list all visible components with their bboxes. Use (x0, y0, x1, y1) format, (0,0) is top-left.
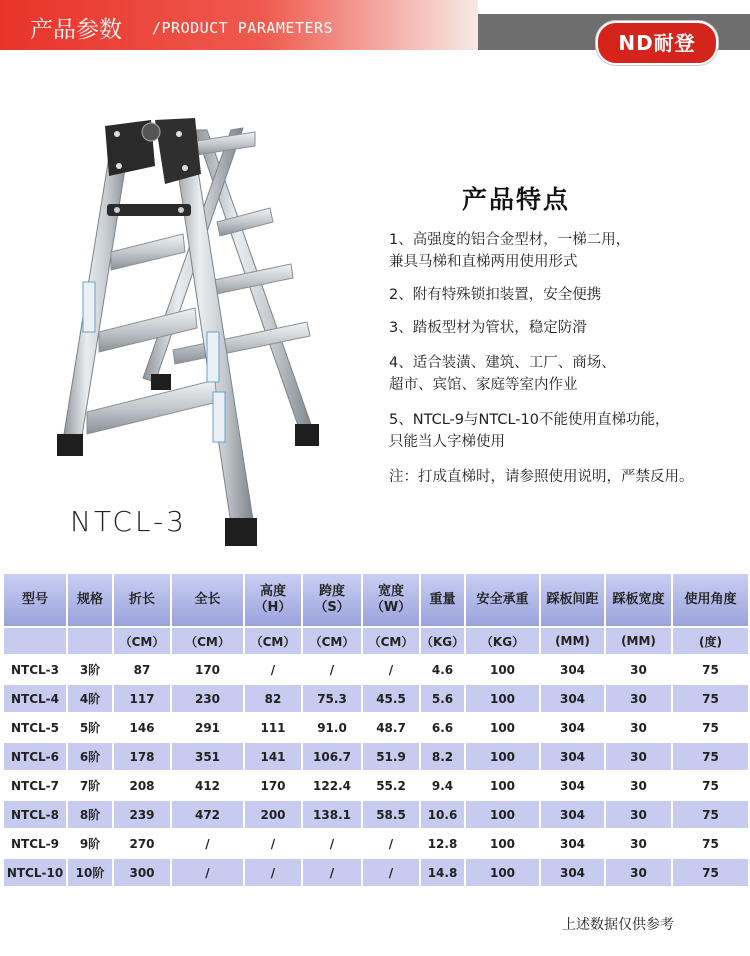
column-unit: (MM) (606, 628, 671, 654)
table-cell: 5.6 (421, 685, 464, 712)
table-cell: / (245, 656, 301, 683)
table-cell: 9.4 (421, 772, 464, 799)
table-cell: 87 (114, 656, 170, 683)
table-cell: 351 (172, 743, 243, 770)
table-cell: / (245, 830, 301, 857)
table-cell: / (303, 656, 361, 683)
table-cell: 472 (172, 801, 243, 828)
table-cell: 10阶 (68, 859, 112, 886)
table-cell: 100 (466, 714, 539, 741)
table-cell: / (303, 830, 361, 857)
table-cell: 4阶 (68, 685, 112, 712)
column-unit: （KG） (421, 628, 464, 654)
table-cell: / (172, 830, 243, 857)
table-cell: NTCL-9 (4, 830, 66, 857)
table-row (4, 714, 748, 741)
table-cell: 291 (172, 714, 243, 741)
column-unit: （CM） (363, 628, 419, 654)
table-cell: NTCL-6 (4, 743, 66, 770)
column-header: 踩板间距 (541, 574, 604, 626)
column-header: 宽度 （W） (363, 574, 419, 626)
table-cell: / (363, 859, 419, 886)
table-cell: 170 (245, 772, 301, 799)
feature-item-2 (389, 284, 601, 306)
table-cell: 30 (606, 743, 671, 770)
column-unit: （KG） (466, 628, 539, 654)
table-cell: 170 (172, 656, 243, 683)
table-cell: / (303, 859, 361, 886)
table-cell: 100 (466, 685, 539, 712)
table-cell: 200 (245, 801, 301, 828)
table-cell: 75 (673, 830, 748, 857)
table-cell: 75 (673, 656, 748, 683)
column-unit (4, 628, 66, 654)
table-cell: / (363, 830, 419, 857)
table-cell: 30 (606, 830, 671, 857)
table-cell: 100 (466, 801, 539, 828)
table-cell: 106.7 (303, 743, 361, 770)
table-cell: 304 (541, 859, 604, 886)
table-cell: 75.3 (303, 685, 361, 712)
column-header: 折长 (114, 574, 170, 626)
table-cell: / (245, 859, 301, 886)
column-unit: (MM) (541, 628, 604, 654)
table-cell: 304 (541, 801, 604, 828)
table-cell: 30 (606, 714, 671, 741)
table-row (4, 772, 748, 799)
table-cell: 111 (245, 714, 301, 741)
table-cell: NTCL-4 (4, 685, 66, 712)
table-cell: 82 (245, 685, 301, 712)
feature-line: 1、高强度的铝合金型材，一梯二用， (389, 232, 631, 248)
table-row (4, 859, 748, 886)
column-unit: (度) (673, 628, 748, 654)
table-cell: 30 (606, 772, 671, 799)
spec-table (2, 572, 750, 888)
table-cell: 304 (541, 714, 604, 741)
feature-line: 兼具马梯和直梯两用使用形式 (389, 254, 578, 270)
table-cell: 3阶 (68, 656, 112, 683)
column-unit: （CM） (245, 628, 301, 654)
table-cell: 117 (114, 685, 170, 712)
feature-note: 注：打成直梯时，请参照使用说明，严禁反用。 (389, 469, 694, 485)
table-cell: 6.6 (421, 714, 464, 741)
features-title: 产品特点 (462, 185, 571, 214)
feature-line: 5、NTCL-9与NTCL-10不能使用直梯功能， (389, 412, 670, 428)
header-title-zh: 产品参数 (30, 17, 122, 43)
table-row (4, 743, 748, 770)
table-cell: 304 (541, 772, 604, 799)
table-body (4, 656, 748, 886)
table-cell: 100 (466, 772, 539, 799)
table-cell: NTCL-3 (4, 656, 66, 683)
table-row (4, 801, 748, 828)
brand-logo: ND耐登 (596, 21, 718, 65)
feature-line: 只能当人字梯使用 (389, 434, 505, 450)
feature-item-4 (389, 352, 616, 396)
table-cell: 48.7 (363, 714, 419, 741)
table-cell: / (172, 859, 243, 886)
table-cell: 45.5 (363, 685, 419, 712)
table-cell: 8.2 (421, 743, 464, 770)
table-cell: 208 (114, 772, 170, 799)
table-row (4, 830, 748, 857)
table-cell: 270 (114, 830, 170, 857)
table-cell: 30 (606, 656, 671, 683)
table-cell: 75 (673, 714, 748, 741)
table-cell: 146 (114, 714, 170, 741)
table-cell: 6阶 (68, 743, 112, 770)
table-row (4, 685, 748, 712)
table-cell: 8阶 (68, 801, 112, 828)
table-cell: 141 (245, 743, 301, 770)
column-header: 跨度 （S） (303, 574, 361, 626)
table-cell: 58.5 (363, 801, 419, 828)
table-cell: 100 (466, 656, 539, 683)
column-header: 型号 (4, 574, 66, 626)
column-header: 安全承重 (466, 574, 539, 626)
table-cell: 304 (541, 830, 604, 857)
table-cell: 10.6 (421, 801, 464, 828)
table-cell: 100 (466, 830, 539, 857)
table-cell: 304 (541, 685, 604, 712)
footnote: 上述数据仅供参考 (562, 917, 674, 933)
feature-item-5 (389, 409, 669, 453)
table-cell: 75 (673, 772, 748, 799)
table-cell: 412 (172, 772, 243, 799)
feature-line: 4、适合装潢、建筑、工厂、商场、 (389, 355, 616, 371)
table-header-row (4, 574, 748, 626)
table-row (4, 656, 748, 683)
table-cell: 14.8 (421, 859, 464, 886)
column-header: 重量 (421, 574, 464, 626)
table-cell: 7阶 (68, 772, 112, 799)
table-cell: 75 (673, 685, 748, 712)
feature-line: 超市、宾馆、家庭等室内作业 (389, 377, 578, 393)
table-cell: 75 (673, 743, 748, 770)
column-header: 高度 （H） (245, 574, 301, 626)
table-cell: NTCL-8 (4, 801, 66, 828)
column-unit (68, 628, 112, 654)
table-cell: 178 (114, 743, 170, 770)
header-banner (0, 0, 478, 50)
table-cell: / (363, 656, 419, 683)
table-cell: 91.0 (303, 714, 361, 741)
feature-item-1 (389, 229, 630, 273)
column-header: 踩板宽度 (606, 574, 671, 626)
table-cell: 230 (172, 685, 243, 712)
ladder-image (55, 112, 345, 552)
table-cell: 304 (541, 743, 604, 770)
table-cell: 51.9 (363, 743, 419, 770)
feature-item-3 (389, 317, 587, 339)
table-cell: 122.4 (303, 772, 361, 799)
feature-line: 3、踏板型材为管状，稳定防滑 (389, 320, 587, 336)
table-cell: NTCL-7 (4, 772, 66, 799)
table-cell: 75 (673, 801, 748, 828)
table-cell: 100 (466, 859, 539, 886)
feature-line: 2、附有特殊锁扣装置，安全便携 (389, 287, 602, 303)
header-title-en: /PRODUCT PARAMETERS (152, 19, 334, 37)
table-cell: NTCL-10 (4, 859, 66, 886)
table-cell: 12.8 (421, 830, 464, 857)
column-header: 全长 (172, 574, 243, 626)
column-unit: （CM） (172, 628, 243, 654)
table-cell: 75 (673, 859, 748, 886)
table-cell: 30 (606, 685, 671, 712)
page-header (0, 0, 750, 60)
table-unit-row (4, 628, 748, 654)
table-cell: 138.1 (303, 801, 361, 828)
table-cell: 300 (114, 859, 170, 886)
column-unit: （CM） (114, 628, 170, 654)
table-cell: 30 (606, 801, 671, 828)
column-header: 规格 (68, 574, 112, 626)
table-cell: 100 (466, 743, 539, 770)
column-unit: （CM） (303, 628, 361, 654)
product-model: NTCL-3 (70, 505, 187, 538)
table-cell: 5阶 (68, 714, 112, 741)
table-cell: 9阶 (68, 830, 112, 857)
column-header: 使用角度 (673, 574, 748, 626)
table-cell: 239 (114, 801, 170, 828)
table-cell: 4.6 (421, 656, 464, 683)
table-cell: 30 (606, 859, 671, 886)
table-cell: 304 (541, 656, 604, 683)
table-cell: 55.2 (363, 772, 419, 799)
table-cell: NTCL-5 (4, 714, 66, 741)
